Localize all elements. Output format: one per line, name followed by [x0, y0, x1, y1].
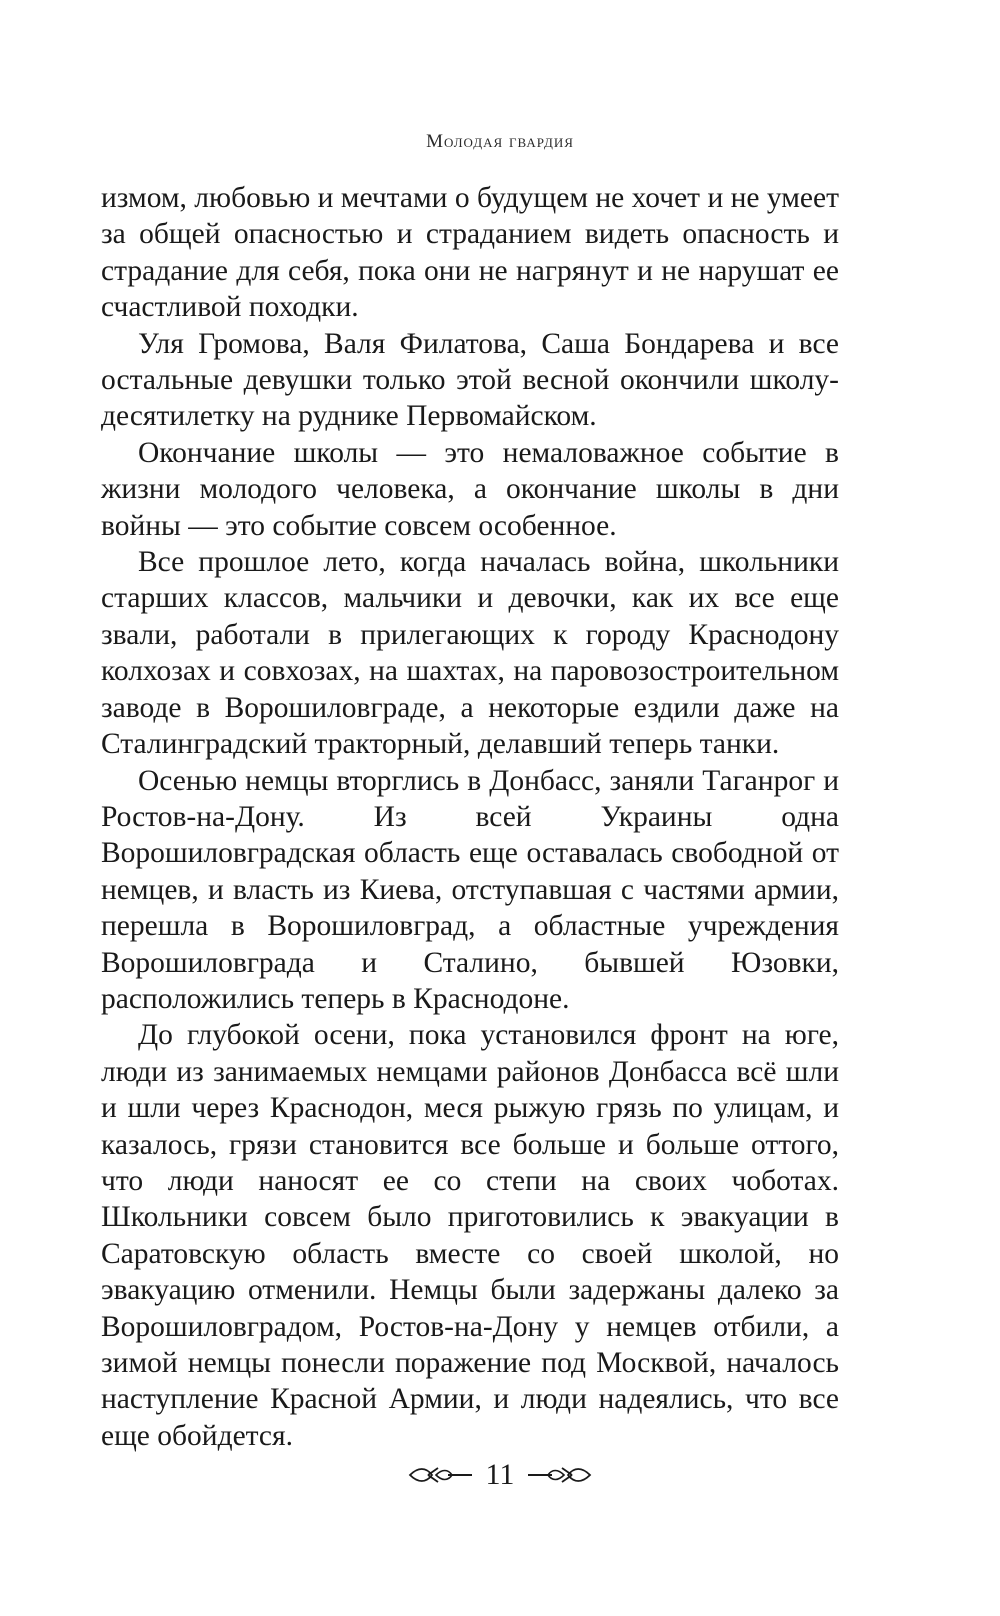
right-ornament-icon: [526, 1464, 592, 1486]
paragraph-3: Окончание школы — это немаловажное событие в жизни молодого человека, а окончание школы в дни войны — это событие совсем особенное.: [101, 436, 839, 542]
left-ornament-icon: [408, 1464, 474, 1486]
page-number: 11: [485, 1458, 515, 1491]
paragraph-6: До глубокой осени, пока установился фронт на юге, люди из занимаемых немцами районов Донбасса всё шли и шли через Краснодон, меся рыжую грязь по улицам, и казалось, грязи становится все больше и больше оттого, что люди наносят ее со степи на своих чоботах. Школьники совсем было приготовились к эвакуации в Саратовскую область вместе со своей школой, но эвакуацию отменили. Немцы были задержаны далеко за Ворошиловградом, Ростов-на-Дону у немцев отбили, а зимой немцы понесли поражение под Москвой, началось наступление Красной Армии, и люди надеялись, что все еще обойдется.: [101, 1019, 839, 1452]
paragraph-1: измом, любовью и мечтами о будущем не хочет и не умеет за общей опасностью и страданием видеть опасность и страдание для себя, пока они не нагрянут и не нарушат ее счастливой походки.: [101, 182, 839, 324]
page-footer: [0, 1460, 1000, 1490]
paragraph-4: Все прошлое лето, когда началась война, школьники старших классов, мальчики и девочки, как их все еще звали, работали в прилегающих к городу Краснодону колхозах и совхозах, на шахтах, на паровозостроительном заводе в Ворошиловграде, а некоторые ездили даже на Сталинградский тракторный, делавший теперь танки.: [101, 546, 839, 761]
body-text: [101, 180, 839, 1454]
paragraph-2: Уля Громова, Валя Филатова, Саша Бондарева и все остальные девушки только этой весной окончили школу-десятилетку на руднике Первомайском.: [101, 327, 839, 433]
running-header: Молодая гвардия: [426, 131, 574, 152]
paragraph-5: Осенью немцы вторглись в Донбасс, заняли Таганрог и Ростов-на-Дону. Из всей Украины одна Ворошиловградская область еще оставалась свободной от немцев, и власть из Киева, отступавшая с частями армии, перешла в Ворошиловград, а областные учреждения Ворошиловграда и Сталино, бывшей Юзовки, расположились теперь в Краснодоне.: [101, 764, 839, 1015]
